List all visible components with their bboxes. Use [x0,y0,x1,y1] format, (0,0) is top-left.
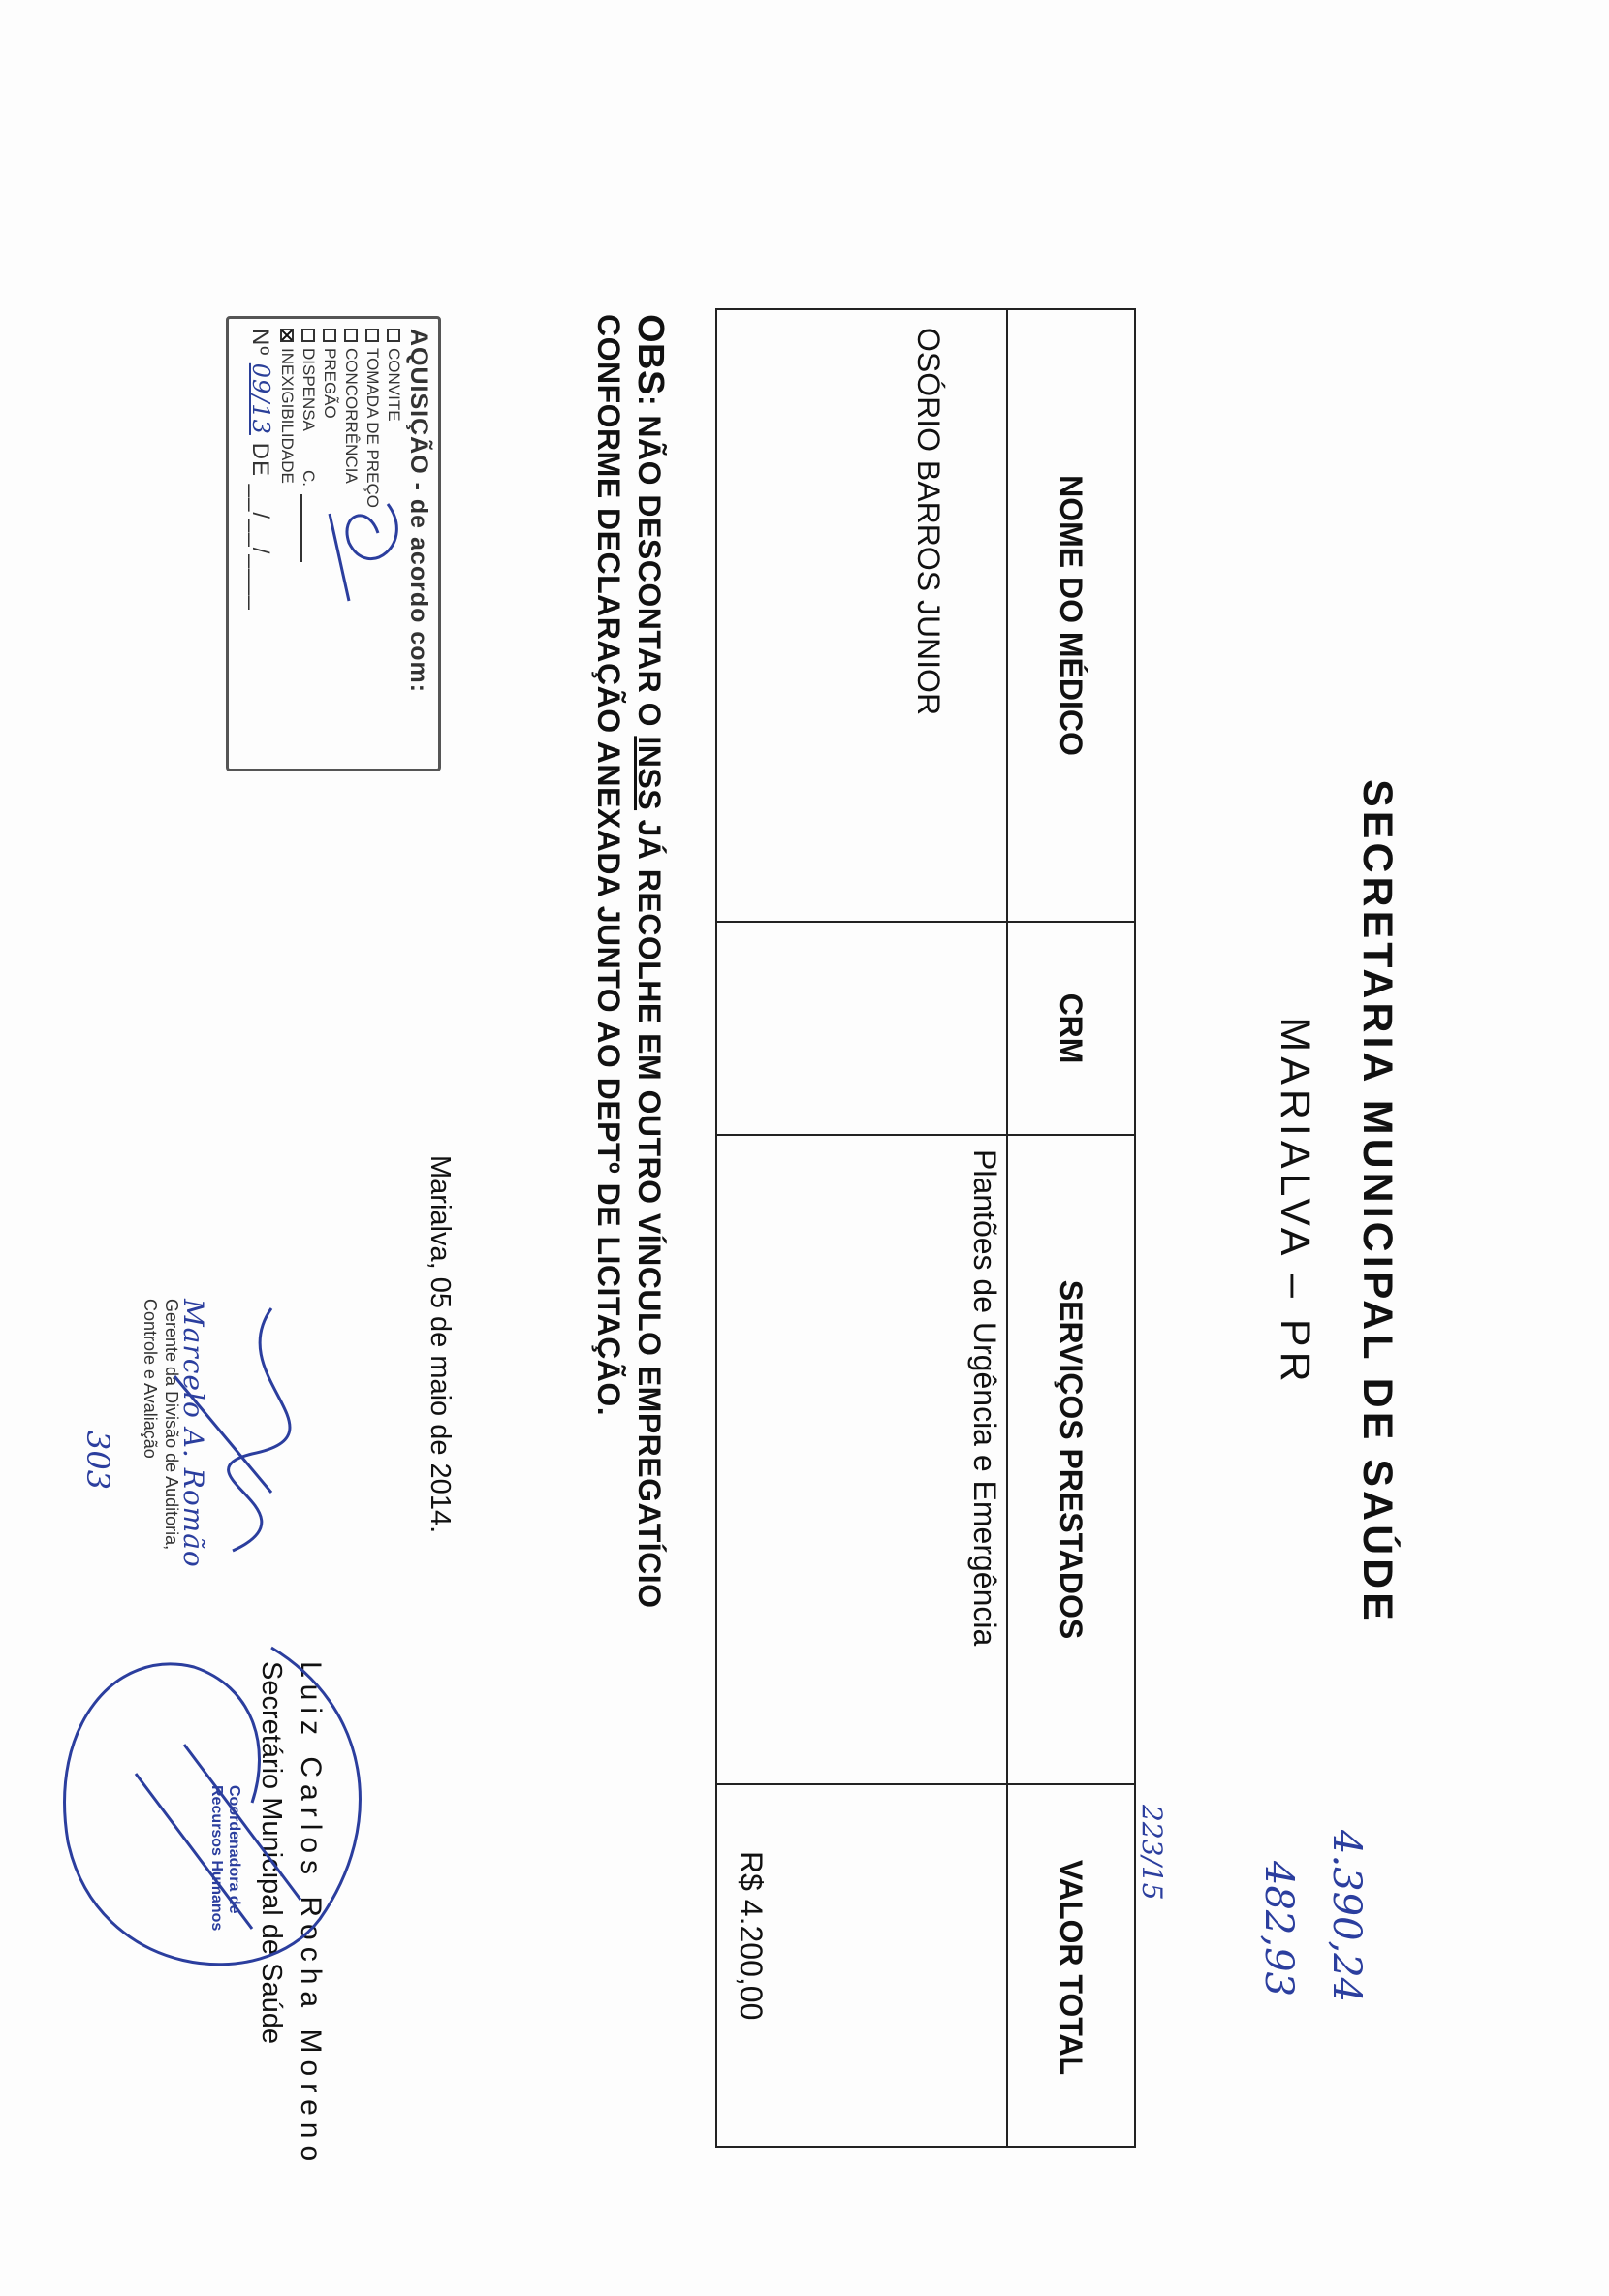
auditor-signature-icon [174,1308,290,1551]
stamp-number-value: 09/13 [247,362,274,435]
handwritten-note-tax: 482,93 [1256,1861,1301,1997]
observation-text-after: JÁ RECOLHE EM OUTRO VÍNCULO EMPREGATÍCIO [632,810,667,1609]
handwritten-number: 303 [79,1431,116,1491]
stamp-option-label: PREGÃO [321,348,339,419]
column-header-servicos: SERVIÇOS PRESTADOS [1008,1136,1134,1785]
stamp-option-label: DISPENSA [300,348,318,431]
observation-underlined: INSS [632,736,667,811]
stamp-option-label: CONCORRÊNCIA [342,348,361,484]
auditor-role-line-2: Controle e Avaliação [141,1299,160,1459]
column-header-crm: CRM [1008,923,1134,1136]
secretary-signature-icon [65,1648,361,1965]
stamp-number-prefix: Nº [247,329,273,357]
observation-text-before: : NÃO DESCONTAR O [632,394,667,737]
observation-line-2: CONFORME DECLARAÇÃO ANEXADA JUNTO AO DEPTº DE LICITAÇÃO. [591,314,626,1417]
stamp-option-label: TOMADA DE PREÇO [363,348,382,508]
stamp-option-label: CONVITE [385,348,403,422]
auditor-role-line-1: Gerente da Divisão de Auditoria, [162,1299,181,1551]
signer-role: Secretário Municipal de Saúde [256,1661,287,2044]
column-header-valor: VALOR TOTAL [1054,1859,1089,2076]
stamp-option-label: INEXIGIBILIDADE [278,348,297,484]
hr-stamp-line-1: Coordenadora de [226,1785,242,1914]
handwritten-note-ref: 223/15 [1136,1805,1168,1901]
stamp-number-suffix: DE [247,442,273,477]
stamp-initials-icon [330,504,396,601]
hr-stamp-line-2: Recursos Humanos [208,1785,225,1932]
stamp-date-blank: __/__/____ [247,484,273,611]
document-subtitle: MARIALVA – PR [1272,1017,1318,1387]
auditor-name: Marcelo A. Romão [177,1299,209,1568]
observation-label: OBS [630,314,671,395]
document-title: SECRETARIA MUNICIPAL DE SAÚDE [1354,779,1401,1624]
signer-name: Luiz Carlos Rocha Moreno [295,1661,327,2169]
place-and-date: Marialva, 05 de maio de 2014. [425,1155,456,1534]
cell-valor: R$ 4.200,00 [734,1851,769,2021]
cell-servicos: Plantões de Urgência e Emergência [717,1136,1006,1785]
column-header-nome: NOME DO MÉDICO [1008,310,1134,923]
stamp-option-suffix: C. [300,469,318,487]
cell-nome: OSÓRIO BARROS JUNIOR [717,310,1006,923]
handwritten-note-amount: 4.390,24 [1324,1830,1369,2003]
stamp-title: AQUISIÇÃO - de acordo com: [405,329,432,694]
